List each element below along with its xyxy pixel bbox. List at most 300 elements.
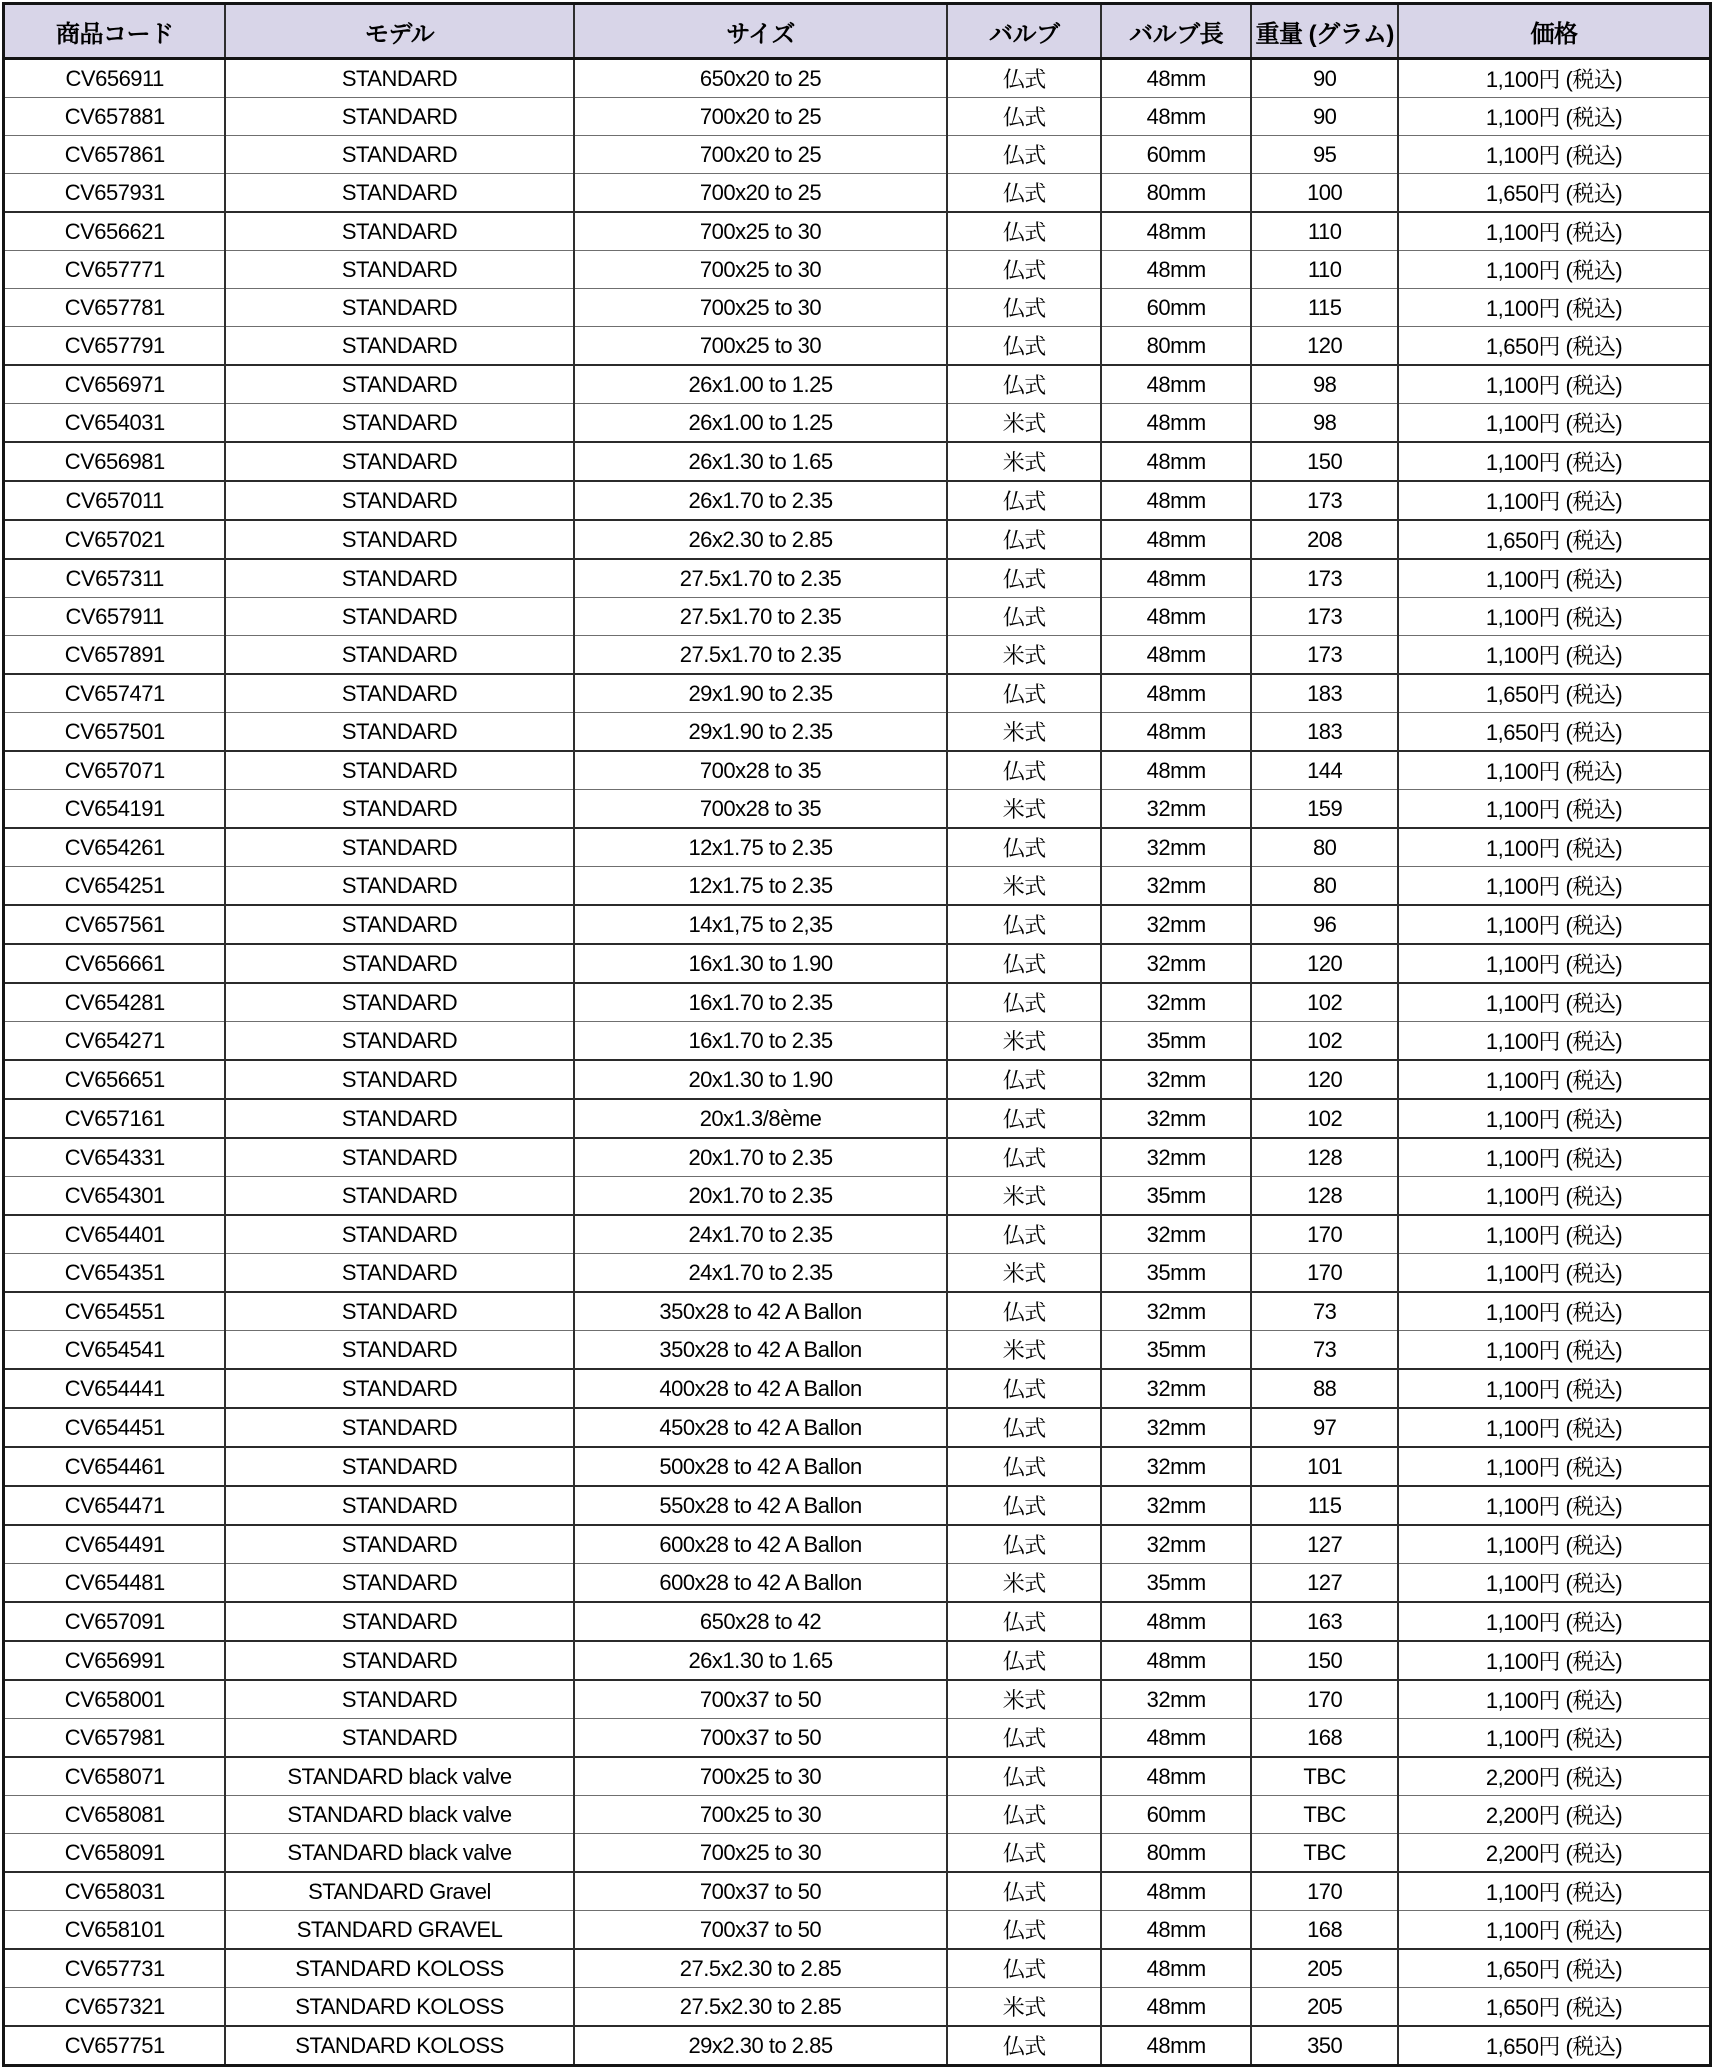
cell-valve: 仏式 (947, 1215, 1101, 1254)
cell-product-code: CV654471 (4, 1486, 226, 1525)
cell-valve-length: 48mm (1101, 520, 1251, 559)
table-row (4, 98, 1711, 136)
table-row (4, 289, 1711, 327)
cell-valve-length: 35mm (1101, 1564, 1251, 1603)
cell-price: 1,100円 (税込) (1398, 1872, 1710, 1911)
cell-weight: 73 (1251, 1292, 1398, 1331)
cell-price: 1,650円 (税込) (1398, 327, 1710, 366)
cell-valve: 仏式 (947, 327, 1101, 366)
cell-valve: 仏式 (947, 828, 1101, 867)
cell-size: 650x20 to 25 (574, 59, 948, 98)
cell-price: 1,100円 (税込) (1398, 481, 1710, 520)
cell-valve: 仏式 (947, 1369, 1101, 1408)
cell-valve-length: 32mm (1101, 1099, 1251, 1138)
cell-product-code: CV654261 (4, 828, 226, 867)
cell-model: STANDARD KOLOSS (225, 1988, 573, 2027)
cell-weight: 102 (1251, 1099, 1398, 1138)
cell-weight: 205 (1251, 1988, 1398, 2027)
cell-price: 1,650円 (税込) (1398, 713, 1710, 752)
cell-price: 1,100円 (税込) (1398, 1911, 1710, 1950)
cell-valve: 米式 (947, 713, 1101, 752)
cell-model: STANDARD (225, 404, 573, 443)
cell-valve: 米式 (947, 790, 1101, 829)
cell-price: 1,100円 (税込) (1398, 365, 1710, 404)
cell-product-code: CV654331 (4, 1138, 226, 1177)
cell-product-code: CV654541 (4, 1331, 226, 1370)
cell-valve-length: 48mm (1101, 404, 1251, 443)
cell-model: STANDARD KOLOSS (225, 1949, 573, 1988)
cell-weight: 101 (1251, 1447, 1398, 1486)
cell-model: STANDARD (225, 136, 573, 174)
cell-valve: 米式 (947, 1564, 1101, 1603)
cell-weight: 120 (1251, 1060, 1398, 1099)
cell-product-code: CV657911 (4, 598, 226, 636)
cell-valve-length: 32mm (1101, 828, 1251, 867)
cell-valve-length: 48mm (1101, 1602, 1251, 1641)
cell-valve: 仏式 (947, 251, 1101, 289)
cell-model: STANDARD (225, 636, 573, 675)
table-row (4, 944, 1711, 983)
table-row (4, 1988, 1711, 2027)
cell-model: STANDARD (225, 1641, 573, 1680)
header-valve-length: バルブ長 (1101, 4, 1251, 59)
table-row (4, 365, 1711, 404)
cell-weight: 144 (1251, 751, 1398, 790)
cell-weight: TBC (1251, 1834, 1398, 1873)
cell-product-code: CV658001 (4, 1680, 226, 1719)
table-row (4, 1215, 1711, 1254)
cell-weight: 98 (1251, 404, 1398, 443)
cell-model: STANDARD (225, 751, 573, 790)
cell-model: STANDARD (225, 98, 573, 136)
cell-size: 27.5x2.30 to 2.85 (574, 1949, 948, 1988)
cell-valve: 仏式 (947, 481, 1101, 520)
cell-weight: 128 (1251, 1138, 1398, 1177)
table-row (4, 751, 1711, 790)
cell-model: STANDARD (225, 365, 573, 404)
cell-product-code: CV658071 (4, 1757, 226, 1796)
cell-weight: 100 (1251, 174, 1398, 213)
cell-size: 29x2.30 to 2.85 (574, 2026, 948, 2066)
cell-size: 700x25 to 30 (574, 212, 948, 251)
cell-weight: 170 (1251, 1215, 1398, 1254)
cell-model: STANDARD (225, 174, 573, 213)
cell-price: 1,650円 (税込) (1398, 174, 1710, 213)
cell-price: 1,650円 (税込) (1398, 674, 1710, 713)
cell-valve-length: 48mm (1101, 713, 1251, 752)
table-row (4, 59, 1711, 98)
cell-product-code: CV656971 (4, 365, 226, 404)
cell-weight: 163 (1251, 1602, 1398, 1641)
cell-size: 700x25 to 30 (574, 251, 948, 289)
cell-valve: 仏式 (947, 289, 1101, 327)
table-row (4, 828, 1711, 867)
cell-valve: 米式 (947, 636, 1101, 675)
cell-valve-length: 32mm (1101, 1680, 1251, 1719)
table-row (4, 327, 1711, 366)
cell-size: 26x1.30 to 1.65 (574, 1641, 948, 1680)
cell-price: 1,100円 (税込) (1398, 1292, 1710, 1331)
table-row (4, 790, 1711, 829)
cell-valve-length: 32mm (1101, 905, 1251, 944)
cell-price: 1,100円 (税込) (1398, 251, 1710, 289)
cell-product-code: CV654491 (4, 1525, 226, 1564)
cell-model: STANDARD (225, 1022, 573, 1061)
cell-weight: 88 (1251, 1369, 1398, 1408)
cell-product-code: CV657981 (4, 1719, 226, 1758)
cell-valve-length: 80mm (1101, 174, 1251, 213)
cell-valve: 米式 (947, 1331, 1101, 1370)
cell-price: 1,100円 (税込) (1398, 1215, 1710, 1254)
cell-size: 29x1.90 to 2.35 (574, 713, 948, 752)
cell-price: 1,100円 (税込) (1398, 790, 1710, 829)
cell-valve-length: 48mm (1101, 751, 1251, 790)
cell-model: STANDARD (225, 944, 573, 983)
cell-valve: 米式 (947, 1022, 1101, 1061)
table-row (4, 1564, 1711, 1603)
cell-valve: 仏式 (947, 174, 1101, 213)
table-row (4, 1641, 1711, 1680)
cell-valve: 米式 (947, 1680, 1101, 1719)
cell-size: 700x37 to 50 (574, 1680, 948, 1719)
table-row (4, 1369, 1711, 1408)
table-row (4, 1408, 1711, 1447)
cell-price: 1,100円 (税込) (1398, 598, 1710, 636)
cell-size: 29x1.90 to 2.35 (574, 674, 948, 713)
cell-size: 700x28 to 35 (574, 751, 948, 790)
cell-weight: 102 (1251, 1022, 1398, 1061)
cell-size: 20x1.70 to 2.35 (574, 1138, 948, 1177)
cell-product-code: CV657931 (4, 174, 226, 213)
cell-size: 600x28 to 42 A Ballon (574, 1525, 948, 1564)
cell-product-code: CV657861 (4, 136, 226, 174)
cell-model: STANDARD (225, 559, 573, 598)
cell-valve-length: 32mm (1101, 790, 1251, 829)
cell-valve: 仏式 (947, 520, 1101, 559)
cell-valve: 仏式 (947, 1060, 1101, 1099)
cell-product-code: CV657731 (4, 1949, 226, 1988)
cell-price: 1,100円 (税込) (1398, 1022, 1710, 1061)
cell-model: STANDARD (225, 1719, 573, 1758)
table-row (4, 1872, 1711, 1911)
cell-size: 700x25 to 30 (574, 289, 948, 327)
cell-valve: 仏式 (947, 1872, 1101, 1911)
cell-valve: 仏式 (947, 365, 1101, 404)
cell-weight: 98 (1251, 365, 1398, 404)
table-row (4, 713, 1711, 752)
cell-product-code: CV657471 (4, 674, 226, 713)
cell-price: 2,200円 (税込) (1398, 1757, 1710, 1796)
cell-price: 2,200円 (税込) (1398, 1834, 1710, 1873)
cell-price: 1,100円 (税込) (1398, 59, 1710, 98)
cell-valve: 仏式 (947, 559, 1101, 598)
cell-product-code: CV654351 (4, 1254, 226, 1293)
cell-valve-length: 48mm (1101, 212, 1251, 251)
cell-product-code: CV654251 (4, 867, 226, 906)
cell-weight: 127 (1251, 1564, 1398, 1603)
header-row (4, 4, 1711, 59)
cell-valve-length: 48mm (1101, 1872, 1251, 1911)
table-row (4, 559, 1711, 598)
cell-model: STANDARD (225, 1447, 573, 1486)
cell-model: STANDARD (225, 1292, 573, 1331)
cell-size: 26x1.00 to 1.25 (574, 365, 948, 404)
cell-price: 1,100円 (税込) (1398, 98, 1710, 136)
cell-size: 20x1.30 to 1.90 (574, 1060, 948, 1099)
cell-valve-length: 35mm (1101, 1254, 1251, 1293)
cell-valve: 仏式 (947, 212, 1101, 251)
cell-model: STANDARD (225, 674, 573, 713)
cell-size: 700x20 to 25 (574, 136, 948, 174)
cell-size: 500x28 to 42 A Ballon (574, 1447, 948, 1486)
cell-size: 600x28 to 42 A Ballon (574, 1564, 948, 1603)
table-row (4, 251, 1711, 289)
cell-valve: 仏式 (947, 598, 1101, 636)
table-row (4, 136, 1711, 174)
table-row (4, 1331, 1711, 1370)
cell-product-code: CV654451 (4, 1408, 226, 1447)
cell-model: STANDARD KOLOSS (225, 2026, 573, 2066)
cell-size: 700x37 to 50 (574, 1911, 948, 1950)
cell-size: 12x1.75 to 2.35 (574, 867, 948, 906)
cell-size: 16x1.70 to 2.35 (574, 983, 948, 1022)
header-model: モデル (225, 4, 573, 59)
cell-weight: 183 (1251, 674, 1398, 713)
cell-valve: 仏式 (947, 1757, 1101, 1796)
cell-valve: 仏式 (947, 1292, 1101, 1331)
cell-valve-length: 48mm (1101, 1949, 1251, 1988)
table-row (4, 520, 1711, 559)
cell-model: STANDARD (225, 520, 573, 559)
table-row (4, 1060, 1711, 1099)
cell-product-code: CV657091 (4, 1602, 226, 1641)
cell-weight: 110 (1251, 251, 1398, 289)
cell-size: 27.5x1.70 to 2.35 (574, 559, 948, 598)
cell-model: STANDARD (225, 1680, 573, 1719)
cell-price: 1,100円 (税込) (1398, 1486, 1710, 1525)
cell-valve-length: 48mm (1101, 481, 1251, 520)
cell-weight: 168 (1251, 1719, 1398, 1758)
cell-model: STANDARD (225, 1369, 573, 1408)
cell-model: STANDARD GRAVEL (225, 1911, 573, 1950)
cell-weight: 110 (1251, 212, 1398, 251)
cell-valve-length: 32mm (1101, 944, 1251, 983)
table-row (4, 1796, 1711, 1834)
cell-weight: 170 (1251, 1872, 1398, 1911)
cell-valve: 米式 (947, 1254, 1101, 1293)
cell-price: 1,100円 (税込) (1398, 905, 1710, 944)
cell-valve: 米式 (947, 1988, 1101, 2027)
cell-valve-length: 32mm (1101, 1447, 1251, 1486)
cell-model: STANDARD (225, 905, 573, 944)
cell-valve-length: 60mm (1101, 136, 1251, 174)
cell-valve: 仏式 (947, 751, 1101, 790)
cell-model: STANDARD (225, 1486, 573, 1525)
table-row (4, 636, 1711, 675)
cell-valve-length: 32mm (1101, 1060, 1251, 1099)
cell-price: 1,100円 (税込) (1398, 212, 1710, 251)
cell-price: 1,100円 (税込) (1398, 1680, 1710, 1719)
table-row (4, 481, 1711, 520)
cell-valve: 米式 (947, 442, 1101, 481)
cell-valve-length: 60mm (1101, 1796, 1251, 1834)
cell-valve: 仏式 (947, 1099, 1101, 1138)
cell-valve: 米式 (947, 867, 1101, 906)
table-row (4, 1949, 1711, 1988)
cell-size: 27.5x2.30 to 2.85 (574, 1988, 948, 2027)
header-weight: 重量 (グラム) (1251, 4, 1398, 59)
cell-weight: 95 (1251, 136, 1398, 174)
cell-product-code: CV657311 (4, 559, 226, 598)
cell-weight: 120 (1251, 327, 1398, 366)
cell-size: 700x25 to 30 (574, 1796, 948, 1834)
cell-size: 26x1.70 to 2.35 (574, 481, 948, 520)
cell-valve-length: 32mm (1101, 1525, 1251, 1564)
cell-weight: 80 (1251, 867, 1398, 906)
cell-product-code: CV657751 (4, 2026, 226, 2066)
cell-price: 1,100円 (税込) (1398, 983, 1710, 1022)
table-row (4, 442, 1711, 481)
cell-product-code: CV654031 (4, 404, 226, 443)
cell-product-code: CV657891 (4, 636, 226, 675)
cell-size: 20x1.70 to 2.35 (574, 1177, 948, 1216)
cell-size: 16x1.70 to 2.35 (574, 1022, 948, 1061)
table-row (4, 404, 1711, 443)
cell-valve: 仏式 (947, 1525, 1101, 1564)
cell-product-code: CV657561 (4, 905, 226, 944)
cell-size: 550x28 to 42 A Ballon (574, 1486, 948, 1525)
cell-size: 700x37 to 50 (574, 1872, 948, 1911)
cell-weight: 90 (1251, 59, 1398, 98)
cell-valve-length: 48mm (1101, 1641, 1251, 1680)
cell-valve-length: 80mm (1101, 327, 1251, 366)
cell-price: 1,100円 (税込) (1398, 751, 1710, 790)
cell-product-code: CV654281 (4, 983, 226, 1022)
cell-product-code: CV657021 (4, 520, 226, 559)
cell-price: 1,100円 (税込) (1398, 289, 1710, 327)
cell-model: STANDARD (225, 1602, 573, 1641)
cell-valve-length: 48mm (1101, 98, 1251, 136)
cell-product-code: CV654401 (4, 1215, 226, 1254)
cell-model: STANDARD (225, 1525, 573, 1564)
product-spec-table (2, 2, 1712, 2067)
cell-product-code: CV654441 (4, 1369, 226, 1408)
cell-weight: 80 (1251, 828, 1398, 867)
cell-product-code: CV654481 (4, 1564, 226, 1603)
cell-model: STANDARD (225, 598, 573, 636)
cell-valve-length: 48mm (1101, 442, 1251, 481)
cell-price: 1,650円 (税込) (1398, 2026, 1710, 2066)
table-row (4, 1757, 1711, 1796)
header-size: サイズ (574, 4, 948, 59)
cell-valve: 仏式 (947, 2026, 1101, 2066)
table-row (4, 1022, 1711, 1061)
cell-model: STANDARD (225, 1254, 573, 1293)
cell-price: 1,650円 (税込) (1398, 1988, 1710, 2027)
table-row (4, 867, 1711, 906)
cell-valve-length: 48mm (1101, 1719, 1251, 1758)
cell-size: 700x20 to 25 (574, 174, 948, 213)
cell-valve: 米式 (947, 404, 1101, 443)
header-valve: バルブ (947, 4, 1101, 59)
table-row (4, 1834, 1711, 1873)
cell-size: 700x25 to 30 (574, 1757, 948, 1796)
cell-valve-length: 60mm (1101, 289, 1251, 327)
cell-product-code: CV654271 (4, 1022, 226, 1061)
table-row (4, 1254, 1711, 1293)
cell-valve-length: 35mm (1101, 1177, 1251, 1216)
cell-price: 1,650円 (税込) (1398, 1949, 1710, 1988)
cell-valve-length: 48mm (1101, 1911, 1251, 1950)
cell-product-code: CV657071 (4, 751, 226, 790)
cell-product-code: CV657011 (4, 481, 226, 520)
cell-price: 2,200円 (税込) (1398, 1796, 1710, 1834)
cell-price: 1,100円 (税込) (1398, 559, 1710, 598)
cell-weight: 97 (1251, 1408, 1398, 1447)
cell-price: 1,100円 (税込) (1398, 442, 1710, 481)
cell-size: 350x28 to 42 A Ballon (574, 1292, 948, 1331)
cell-weight: 173 (1251, 559, 1398, 598)
cell-price: 1,100円 (税込) (1398, 1408, 1710, 1447)
cell-size: 400x28 to 42 A Ballon (574, 1369, 948, 1408)
cell-model: STANDARD black valve (225, 1834, 573, 1873)
cell-weight: 173 (1251, 598, 1398, 636)
table-row (4, 674, 1711, 713)
table-row (4, 1486, 1711, 1525)
header-product-code: 商品コード (4, 4, 226, 59)
cell-product-code: CV654191 (4, 790, 226, 829)
cell-model: STANDARD (225, 251, 573, 289)
cell-model: STANDARD (225, 1408, 573, 1447)
cell-product-code: CV654301 (4, 1177, 226, 1216)
cell-price: 1,100円 (税込) (1398, 1138, 1710, 1177)
table-row (4, 1680, 1711, 1719)
cell-model: STANDARD black valve (225, 1796, 573, 1834)
cell-price: 1,100円 (税込) (1398, 1564, 1710, 1603)
cell-product-code: CV658091 (4, 1834, 226, 1873)
cell-weight: 350 (1251, 2026, 1398, 2066)
cell-weight: 168 (1251, 1911, 1398, 1950)
cell-product-code: CV657161 (4, 1099, 226, 1138)
cell-size: 24x1.70 to 2.35 (574, 1215, 948, 1254)
cell-weight: 96 (1251, 905, 1398, 944)
cell-weight: TBC (1251, 1757, 1398, 1796)
cell-valve-length: 48mm (1101, 1988, 1251, 2027)
cell-weight: 205 (1251, 1949, 1398, 1988)
cell-valve: 仏式 (947, 905, 1101, 944)
cell-price: 1,100円 (税込) (1398, 1331, 1710, 1370)
table-header (4, 4, 1711, 59)
cell-price: 1,100円 (税込) (1398, 944, 1710, 983)
cell-weight: 90 (1251, 98, 1398, 136)
table-row (4, 905, 1711, 944)
table-row (4, 212, 1711, 251)
cell-valve-length: 32mm (1101, 1292, 1251, 1331)
table-row (4, 1719, 1711, 1758)
cell-product-code: CV657771 (4, 251, 226, 289)
cell-price: 1,100円 (税込) (1398, 1369, 1710, 1408)
cell-model: STANDARD (225, 790, 573, 829)
cell-product-code: CV658081 (4, 1796, 226, 1834)
cell-size: 26x1.30 to 1.65 (574, 442, 948, 481)
cell-size: 700x28 to 35 (574, 790, 948, 829)
cell-model: STANDARD (225, 442, 573, 481)
cell-valve: 仏式 (947, 1719, 1101, 1758)
cell-valve-length: 32mm (1101, 1408, 1251, 1447)
cell-size: 26x1.00 to 1.25 (574, 404, 948, 443)
table-row (4, 1525, 1711, 1564)
cell-model: STANDARD (225, 1564, 573, 1603)
